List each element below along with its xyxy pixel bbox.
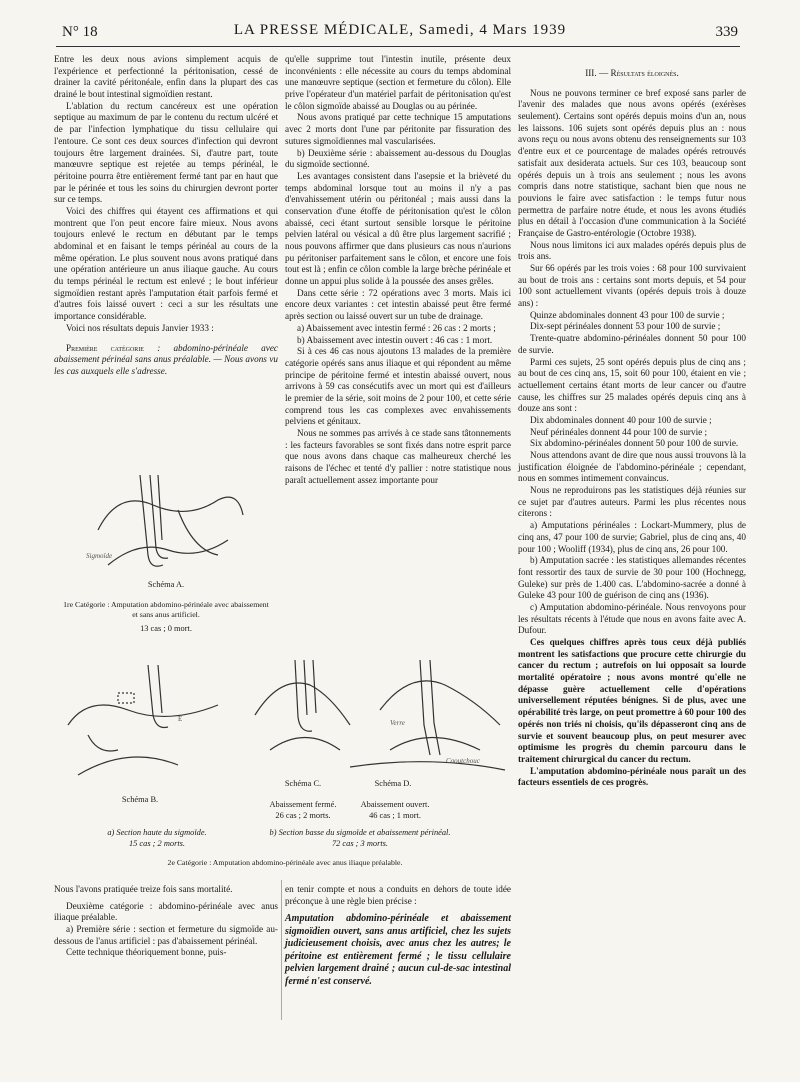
column-3 [518,54,746,789]
schema-d-caption-count: 46 cas ; 1 mort. [369,810,421,820]
paragraph: c) Amputation abdomino-périnéale. Nous renvoyons pour les résultats récents à l'étude que nous en avons faite avec A. Dufour. [518,601,746,636]
paragraph: a) Abaissement avec intestin fermé : 26 cas : 2 morts ; [297,322,496,333]
paragraph: a) Première série : section et fermeture du sigmoïde au-dessous de l'anus artificiel : pas d'abaissement périnéal. [54,924,278,946]
paragraph: Nous avons pratiqué par cette technique 15 amputations avec 2 morts dont l'une par péritonite par fissuration des sutures sigmoïdiennes mal vascularisées. [285,112,511,146]
column-2-bottom [285,884,511,988]
schema-d-caption [345,800,445,822]
schema-d-label: Schéma D. [374,779,412,788]
series-b-caption-count: 72 cas ; 3 morts. [331,838,389,848]
paragraph: a) Amputations périnéales : Lockart-Mummery, plus de cinq ans, 47 pour 100 de survie; Gabriel, plus de cinq ans, 40 pour 100 ; Wooliff (1934), plus de cinq ans, 26 pour 100. [518,520,746,554]
paragraph: Dix abdominales donnent 40 pour 100 de survie ; [530,414,712,425]
series-a-caption-count: 15 cas ; 2 morts. [128,838,186,848]
paragraph: b) Deuxième série : abaissement au-dessous du Douglas du sigmoïde sectionné. [285,147,511,170]
paragraph: Nous ne sommes pas arrivés à ce stade sans tâtonnements : les facteurs favorables se sont fixés dans notre esprit parce que nous avons dans chaque cas malheureux cherché les raisons de l'échec et tenté d'y pallier : notre statistique nous paraît actuellement assez importante pour [285,428,511,485]
category-1-paragraph [54,343,278,378]
paragraph: qu'elle supprime tout l'intestin inutile, présente deux inconvénients : elle nécessite au cours du temps abdominal une manœuvre septique (section et fermeture du côlon). Elle prive l'opérateur d'un matériel parfait de péritonisation qu'est le côlon sigmoïde abaissé au Douglas ou au périnée. [285,54,511,111]
paragraph: Six abdomino-périnéales donnent 50 pour 100 de survie. [530,438,739,449]
svg-text:E: E [178,715,183,723]
schema-a-count: 13 cas ; 0 mort. [140,624,192,633]
schema-a-label: Schéma A. [147,580,185,589]
series-a-caption-line: a) Section haute du sigmoïde. [107,828,207,837]
schema-a-figure [78,470,248,578]
paragraph-bold: L'amputation abdomino-périnéale nous paraît un des facteurs essentiels de ces progrès. [518,765,746,788]
paragraph: Cette technique théoriquement bonne, puis- [66,947,227,958]
paragraph: Si à ces 46 cas nous ajoutons 13 malades de la première catégorie opérés sans anus iliaque et qui répondent au même principe de péritoine fermé et intestin abaissé ouvert, nous arrivons à 59 cas consécutifs avec un mort qui est d'ailleurs le premier de la série, soit moins de 2 pour 100, et cette série comprend tous les cas complexes avec envahissements pelviens et génitaux. [285,346,511,427]
paragraph: Sur 66 opérés par les trois voies : 68 pour 100 survivaient au bout de trois ans : certains sont morts depuis, et 54 pour 100 sont actuellement vivants (opérés depuis trois à douze ans) : [518,263,746,309]
verre-label: Verre [390,719,405,727]
paragraph: Voici des chiffres qui étayent ces affirmations et qui montrent que l'on peut encore faire mieux. Nous avons toujours enlevé le rectum en débutant par le temps abdominal et en faisant le temps périnéal au cours de la même opération. Le plus souvent nous avons pratiqué dans une opération antérieure un anus iliaque gauche. Au cours du temps périnéal le rectum est enlevé ; le bout inférieur sigmoïdien restant après l'amputation était parfois fermé et d'autres fois laissé ouvert : ceci a sur les résultats une importance considérable. [54,205,278,322]
schema-c-label: Schéma C. [284,779,322,788]
schema-c-caption [253,800,353,822]
series-b-caption [250,828,470,850]
paragraph: b) Amputation sacrée : les statistiques allemandes récentes font ressortir des taux de survie de 30 pour 100 (Hochnegg, Guleke) sur près de 1.400 cas. L'abdomino-sacrée a donné à Guleke 43 pour 100 de guérison de cinq ans (1936). [518,555,746,601]
issue-number: N° 18 [62,24,98,40]
schema-c-caption-count: 26 cas ; 2 morts. [275,810,331,820]
column-1 [54,54,278,378]
journal-title: LA PRESSE MÉDICALE, Samedi, 4 Mars 1939 [233,22,567,38]
header-rule [56,46,740,47]
paragraph: L'ablation du rectum cancéreux est une opération septique au maximum de par le contenu du rectum ulcéré et de par l'infection lymphatique du tissu cellulaire qui l'entoure. Ce sont ces deux sources d'infection qui devront toujours être largement drainées. Si, d'autre part, toute manœuvre septique est rejetée au temps périnéal, le péritoine pourra être entièrement fermé tant par en haut que par le périnée et tous les soins du chirurgien devront porter sur ce temps. [54,100,278,205]
paragraph: Nous l'avons pratiquée treize fois sans mortalité. [54,884,233,894]
paragraph: Neuf périnéales donnent 44 pour 100 de survie ; [530,426,708,437]
paragraph: Dix-sept périnéales donnent 53 pour 100 de survie ; [530,321,721,332]
page-number: 339 [715,24,738,40]
paragraph: Nous nous limitons ici aux malades opérés depuis plus de trois ans. [518,239,746,262]
schema-a-drawing [78,470,248,578]
category-1-lead: Première catégorie [66,342,144,353]
schema-c-caption-line: Abaissement fermé. [269,800,337,809]
paragraph: Parmi ces sujets, 25 sont opérés depuis plus de cinq ans ; au bout de ces cinq ans, 15, soit 60 pour 100, étaient en vie ; actuellement certains étant morts de leur cancer ou d'autre cause, les chiffres sur 25 malades opérés depuis cinq ans à douze ans sont : [518,356,746,414]
category-2-caption: 2e Catégorie : Amputation abdomino-périnéale avec anus iliaque préalable. [167,858,403,867]
paragraph: Les avantages consistent dans l'asepsie et la brièveté du temps abdominal lorsque tout au moins il n'y a pas d'envahissement utérin ou péritonéal ; mais aussi dans la conservation d'une étoffe de péritonisation qu'est le côlon abaissé, ceci étant surtout sensible lorsque le péritoine pelvien latéral ou vésical a dû être plus largement sacrifié ; nous pouvons affirmer que dans plusieurs cas nous n'aurions pu péritoniser parfaitement sans le côlon, et encore une fois tout est là ; enfin ce côlon comble la large brèche périnéale et donne un appui plus solide à la poussée des anses grêles. [285,170,511,287]
paragraph: Quinze abdominales donnent 43 pour 100 de survie ; [530,309,725,320]
paragraph: Trente-quatre abdomino-périnéales donnent 50 pour 100 de survie. [518,333,746,355]
column-1-bottom [54,884,278,959]
column-2 [285,54,511,486]
caoutchouc-label: Caoutchouc [446,757,480,765]
paragraph: en tenir compte et nous a conduits en dehors de toute idée préconçue à une règle bien précise : [285,884,511,906]
paragraph: Voici nos résultats depuis Janvier 1933 : [66,322,214,333]
paragraph: Dans cette série : 72 opérations avec 3 morts. Mais ici encore deux variantes : cet intestin abaissé peut être fermé après section ou laissé ouvert sur un tube de drainage. [285,287,511,322]
paragraph: Deuxième catégorie : abdomino-périnéale avec anus iliaque préalable. [54,900,278,923]
paragraph: Entre les deux nous avions simplement acquis de l'expérience et perfectionné la péritonisation, cessé de drainer la cavité péritonéale, enfin dans la plupart des cas drainé le bout intestinal sigmoïdien restant. [54,54,278,100]
series-b-caption-line: b) Section basse du sigmoïde et abaissement périnéal. [269,828,451,837]
schema-b-drawing [58,655,228,785]
paragraph: Nous attendons avant de dire que nous aussi trouvons là la justification éloignée de l'abdomino-périnéale ; cependant, nous en sommes intimement convaincus. [518,450,746,484]
paragraph-bold: Ces quelques chiffres après tous ceux déjà publiés montrent les satisfactions que procure cette chirurgie du cancer du rectum ; autrefois on lui opposait sa lourde mortalité opératoire ; nous avons montré qu'elle ne dépasse guère actuellement celle d'opérations universellement réputées bénignes. Si de plus, avec une opérabilité très large, on peut promettre à 60 pour 100 des opérés non triés ni choisis, qu'ils dépasseront cinq ans de survie et souvent beaucoup plus, on peut mesurer avec optimisme les progrès du chemin parcouru dans le traitement chirurgical du cancer du rectum. [518,637,746,764]
series-a-caption [82,828,232,850]
schema-b-figure [58,655,228,785]
section-heading: III. — Résultats éloignés. [585,68,679,78]
schema-d-caption-line: Abaissement ouvert. [360,800,430,809]
svg-text:Sigmoïde: Sigmoïde [86,552,113,560]
running-header [62,22,738,44]
paragraph: Nous ne pouvons terminer ce bref exposé sans parler de l'avenir des malades que nous avons opérés (exérèses seulement). Certains sont opérés depuis moins d'un an, nous les laissons. 106 sujets sont opérés depuis plus an : nous avons reçu ou nous avons obtenu des renseignements sur 103 d'entre eux et ce pourcentage de malades opérés retrouvés satisfait aux desiderata actuels. Sur ces 103, beaucoup sont opérés depuis un à trois ans seulement ; nous les avons compris dans notre statistique, sachant bien que nous ne pouvions le faire avec satisfaction : le temps futur nous permettra de parfaire notre étude, et nous les avons étudiés plus en détail à l'occasion d'une communication à la Société Française de Gastro-entérologie (Octobre 1938). [518,87,746,238]
column-divider [281,880,282,1020]
schema-c-d-figure [250,655,510,773]
category-1-rest: : abdomino-périnéale avec abaissement périnéal sans anus préalable. — Nous avons vu les cas auxquels elle s'adresse. [54,342,278,376]
schema-b-label: Schéma B. [121,795,159,804]
schema-c-d-drawing [250,655,510,773]
paragraph: Nous ne reproduirons pas les statistiques déjà réunies sur ce sujet par d'autres auteurs. Parmi les plus récentes nous citerons : [518,485,746,519]
schema-a-caption: 1re Catégorie : Amputation abdomino-périnéale avec abaissement et sans anus artificiel. [63,600,269,620]
rule-statement: Amputation abdomino-périnéale et abaissement sigmoïdien ouvert, sans anus artificiel, chez les sujets judicieusement choisis, avec anus chez les autres; le péritoine est entièrement fermé ; le tissu cellulaire pelvien largement drainé ; aucun cul-de-sac intestinal fermé n'est conservé. [285,913,511,987]
paragraph: b) Abaissement avec intestin ouvert : 46 cas : 1 mort. [297,334,493,345]
